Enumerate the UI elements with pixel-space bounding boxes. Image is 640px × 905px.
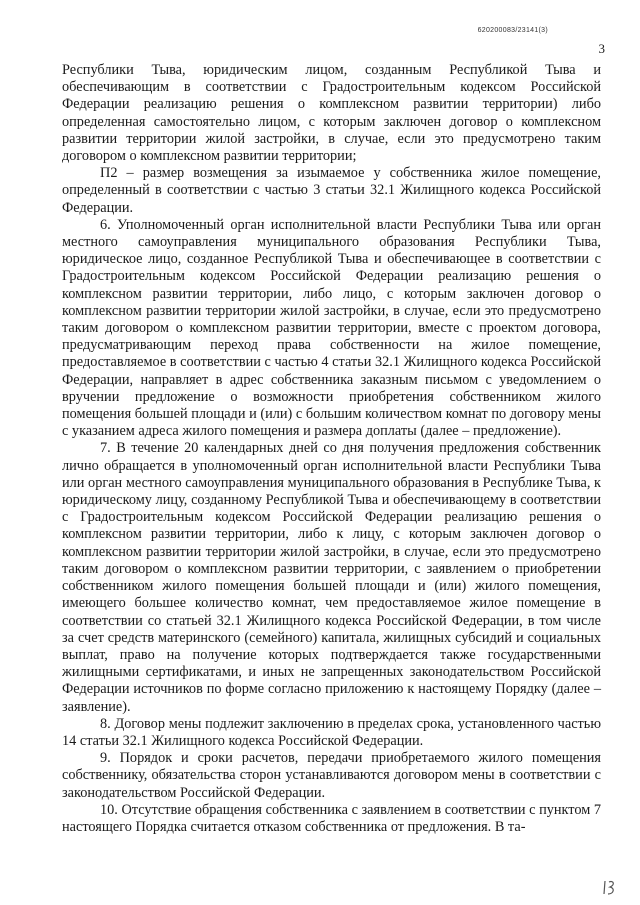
paragraph-continuation: Республики Тыва, юридическим лицом, созданным Республикой Тыва и обеспечивающим в соответствии с Градостроительным кодексом Российской Федерации реализацию решения о комплексном развитии территории) либо определенная самостоятельно лицом, с которым заключен договор о комплексном развитии территории жилой застройки, в случае, если это предусмотрено таким договором о комплексном развитии территории; <box>62 62 601 165</box>
handwritten-mark-icon <box>602 877 618 897</box>
document-code: 620200083/23141(3) <box>477 27 548 34</box>
paragraph-p2-definition: П2 – размер возмещения за изымаемое у собственника жилое помещение, определенный в соответствии с частью 3 статьи 32.1 Жилищного кодекса Российской Федерации. <box>62 165 601 216</box>
page-number: 3 <box>598 41 605 56</box>
paragraph-item-7: 7. В течение 20 календарных дней со дня получения предложения собственник лично обращается в уполномоченный орган исполнительной власти Республики Тыва или орган местного самоуправления муниципального образования в Республике Тыва, к юридическому лицу, созданному Республикой Тыва и обеспечивающему в соответствии с Градостроительным кодексом Российской Федерации реализацию решения о комплексном развитии территории, либо к лицу, с которым заключен договор о комплексном развитии территории жилой застройки, в случае, если это предусмотрено таким договором о комплексном развитии территории, с заявлением о приобретении собственником жилого помещения большей площади и (или) жилого помещения, имеющего большее количество комнат, чем предоставляемое жилое помещение в соответствии со статьей 32.1 Жилищного кодекса Российской Федерации, в том числе за счет средств материнского (семейного) капитала, жилищных субсидий и социальных выплат, право на получение которых подтверждается также государственными жилищными сертификатами, и иных не запрещенных законодательством Российской Федерации источников по форме согласно приложению к настоящему Порядку (далее – заявление). <box>62 440 601 715</box>
paragraph-item-6: 6. Уполномоченный орган исполнительной власти Республики Тыва или орган местного самоуправления муниципального образования Республики Тыва, юридическое лицо, созданное Республикой Тыва и обеспечивающее в соответствии с Градостроительным кодексом Российской Федерации реализацию решения о комплексном развитии территории, либо лицо, с которым заключен договор о комплексном развитии территории жилой застройки, в случае, если это предусмотрено таким договором о комплексном развитии территории, вместе с проектом договора, предусматривающим переход права собственности на жилое помещение, предоставляемое в соответствии с частью 4 статьи 32.1 Жилищного кодекса Российской Федерации, направляет в адрес собственника заказным письмом с уведомлением о вручении предложение о возможности приобретения собственником жилого помещения большей площади и (или) с большим количеством комнат по договору мены с указанием адреса жилого помещения и размера доплаты (далее – предложение). <box>62 216 601 440</box>
document-body <box>62 62 601 836</box>
paragraph-item-9: 9. Порядок и сроки расчетов, передачи приобретаемого жилого помещения собственнику, обязательства сторон устанавливаются договором мены в соответствии с законодательством Российской Федерации. <box>62 750 601 801</box>
paragraph-item-8: 8. Договор мены подлежит заключению в пределах срока, установленного частью 14 статьи 32.1 Жилищного кодекса Российской Федерации. <box>62 715 601 749</box>
paragraph-item-10: 10. Отсутствие обращения собственника с заявлением в соответствии с пунктом 7 настоящего Порядка считается отказом собственника от предложения. В та- <box>62 801 601 835</box>
